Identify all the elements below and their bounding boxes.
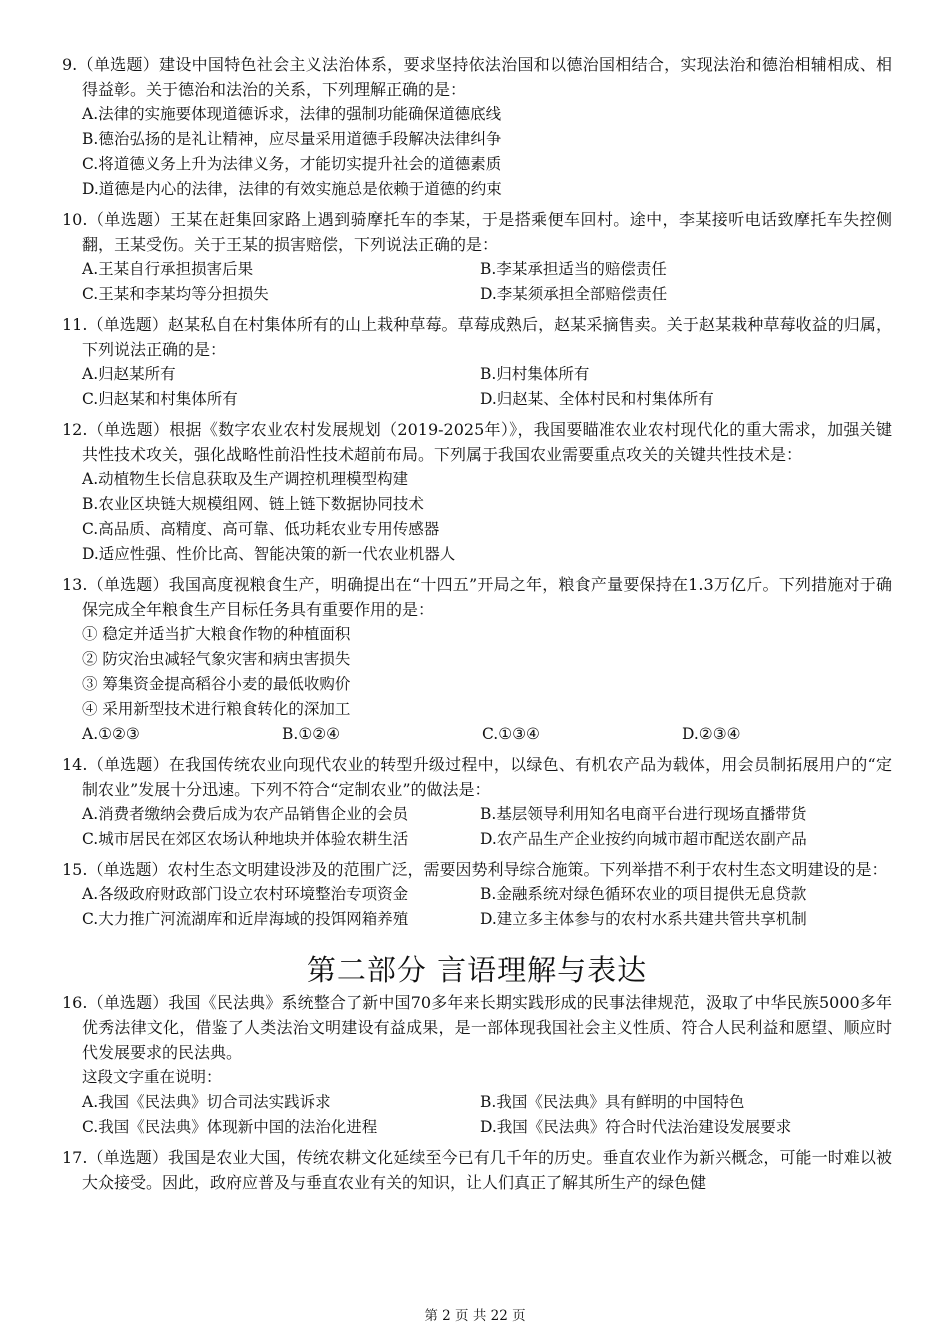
option-c: C.①③④ (482, 725, 540, 743)
options-grid (62, 257, 892, 307)
question-13 (62, 572, 892, 747)
question-9 (62, 52, 892, 202)
option-c: C.将道德义务上升为法律义务，才能切实提升社会的道德素质 (82, 155, 502, 173)
option-b: B.德治弘扬的是礼让精神，应尽量采用道德手段解决法律纠争 (82, 130, 502, 148)
question-12 (62, 417, 892, 567)
option-a: A.各级政府财政部门设立农村环境整治专项资金 (82, 885, 409, 903)
option-a: A.王某自行承担损害后果 (82, 260, 254, 278)
statement-3: ③ 筹集资金提高稻谷小麦的最低收购价 (82, 675, 351, 693)
option-d: D.我国《民法典》符合时代法治建设发展要求 (480, 1118, 792, 1136)
statement-2: ② 防灾治虫减轻气象灾害和病虫害损失 (82, 650, 351, 668)
question-stem: 15.（单选题）农村生态文明建设涉及的范围广泛，需要因势利导综合施策。下列举措不利于农村生态文明建设的是： (62, 860, 888, 879)
option-b: B.金融系统对绿色循环农业的项目提供无息贷款 (480, 885, 807, 903)
question-stem: 13.（单选题）我国高度视粮食生产，明确提出在“十四五”开局之年，粮食产量要保持在1.3万亿斤。下列措施对于确保完成全年粮食生产目标任务具有重要作用的是： (62, 575, 892, 619)
option-d: D.建立多主体参与的农村水系共建共管共享机制 (480, 910, 807, 928)
question-stem: 10.（单选题）王某在赶集回家路上遇到骑摩托车的李某，于是搭乘便车回村。途中，李某接听电话致摩托车失控侧翻，王某受伤。关于王某的损害赔偿，下列说法正确的是： (62, 210, 892, 254)
question-stem: 17.（单选题）我国是农业大国，传统农耕文化延续至今已有几千年的历史。垂直农业作为新兴概念，可能一时难以被大众接受。因此，政府应普及与垂直农业有关的知识，让人们真正了解其所生产的绿色健 (62, 1148, 892, 1192)
option-c: C.高品质、高精度、高可靠、低功耗农业专用传感器 (82, 520, 440, 538)
options-grid (62, 882, 892, 932)
question-16 (62, 990, 892, 1140)
option-d: D.道德是内心的法律，法律的有效实施总是依赖于道德的约束 (82, 180, 502, 198)
option-d: D.归赵某、全体村民和村集体所有 (480, 390, 714, 408)
option-a: A.动植物生长信息获取及生产调控机理模型构建 (82, 470, 409, 488)
options-grid (62, 362, 892, 412)
option-c: C.王某和李某均等分担损失 (82, 285, 269, 303)
question-11 (62, 312, 892, 412)
option-a: A.①②③ (82, 725, 140, 743)
question-17 (62, 1145, 892, 1195)
question-stem: 16.（单选题）我国《民法典》系统整合了新中国70多年来长期实践形成的民事法律规范，汲取了中华民族5000多年优秀法律文化，借鉴了人类法治文明建设有益成果，是一部体现我国社会主义性质、符合人民利益和愿望、顺应时代发展要求的民法典。 (62, 993, 892, 1062)
option-d: D.李某须承担全部赔偿责任 (480, 285, 668, 303)
page-footer: 第 2 页 共 22 页 (424, 1308, 526, 1324)
option-b: B.李某承担适当的赔偿责任 (480, 260, 667, 278)
options-grid (62, 722, 892, 747)
statement-1: ① 稳定并适当扩大粮食作物的种植面积 (82, 625, 351, 643)
question-stem: 14.（单选题）在我国传统农业向现代农业的转型升级过程中，以绿色、有机农产品为载体，用会员制拓展用户的“定制农业”发展十分迅速。下列不符合“定制农业”的做法是： (62, 755, 892, 799)
option-c: C.城市居民在郊区农场认种地块并体验农耕生活 (82, 830, 409, 848)
options-grid (62, 1090, 892, 1140)
option-b: B.归村集体所有 (480, 365, 590, 383)
option-d: D.农产品生产企业按约向城市超市配送农副产品 (480, 830, 807, 848)
section-title: 第二部分 言语理解与表达 (306, 953, 648, 987)
option-d: D.②③④ (682, 725, 741, 743)
option-a: A.我国《民法典》切合司法实践诉求 (82, 1093, 331, 1111)
question-14 (62, 752, 892, 852)
options-grid (62, 802, 892, 852)
option-a: A.消费者缴纳会费后成为农产品销售企业的会员 (82, 805, 409, 823)
option-b: B.①②④ (282, 725, 341, 743)
option-b: B.农业区块链大规模组网、链上链下数据协同技术 (82, 495, 424, 513)
option-b: B.我国《民法典》具有鲜明的中国特色 (480, 1093, 745, 1111)
page-content (62, 52, 892, 1200)
option-c: C.大力推广河流湖库和近岸海域的投饵网箱养殖 (82, 910, 409, 928)
question-stem: 11.（单选题）赵某私自在村集体所有的山上栽种草莓。草莓成熟后，赵某采摘售卖。关于赵某栽种草莓收益的归属，下列说法正确的是： (62, 315, 892, 359)
question-prompt: 这段文字重在说明： (82, 1068, 222, 1086)
question-stem: 9.（单选题）建设中国特色社会主义法治体系，要求坚持依法治国和以德治国相结合，实现法治和德治相辅相成、相得益彰。关于德治和法治的关系，下列理解正确的是： (62, 55, 892, 99)
option-c: C.我国《民法典》体现新中国的法治化进程 (82, 1118, 378, 1136)
option-a: A.法律的实施要体现道德诉求，法律的强制功能确保道德底线 (82, 105, 502, 123)
question-stem: 12.（单选题）根据《数字农业农村发展规划（2019-2025年）》，我国要瞄准农业农村现代化的重大需求，加强关键共性技术攻关，强化战略性前沿性技术超前布局。下列属于我国农业需要重点攻关的关键共性技术是： (62, 420, 892, 464)
question-10 (62, 207, 892, 307)
option-b: B.基层领导利用知名电商平台进行现场直播带货 (480, 805, 807, 823)
option-d: D.适应性强、性价比高、智能决策的新一代农业机器人 (82, 545, 456, 563)
option-c: C.归赵某和村集体所有 (82, 390, 238, 408)
question-15 (62, 857, 892, 932)
statement-4: ④ 采用新型技术进行粮食转化的深加工 (82, 700, 351, 718)
option-a: A.归赵某所有 (82, 365, 176, 383)
